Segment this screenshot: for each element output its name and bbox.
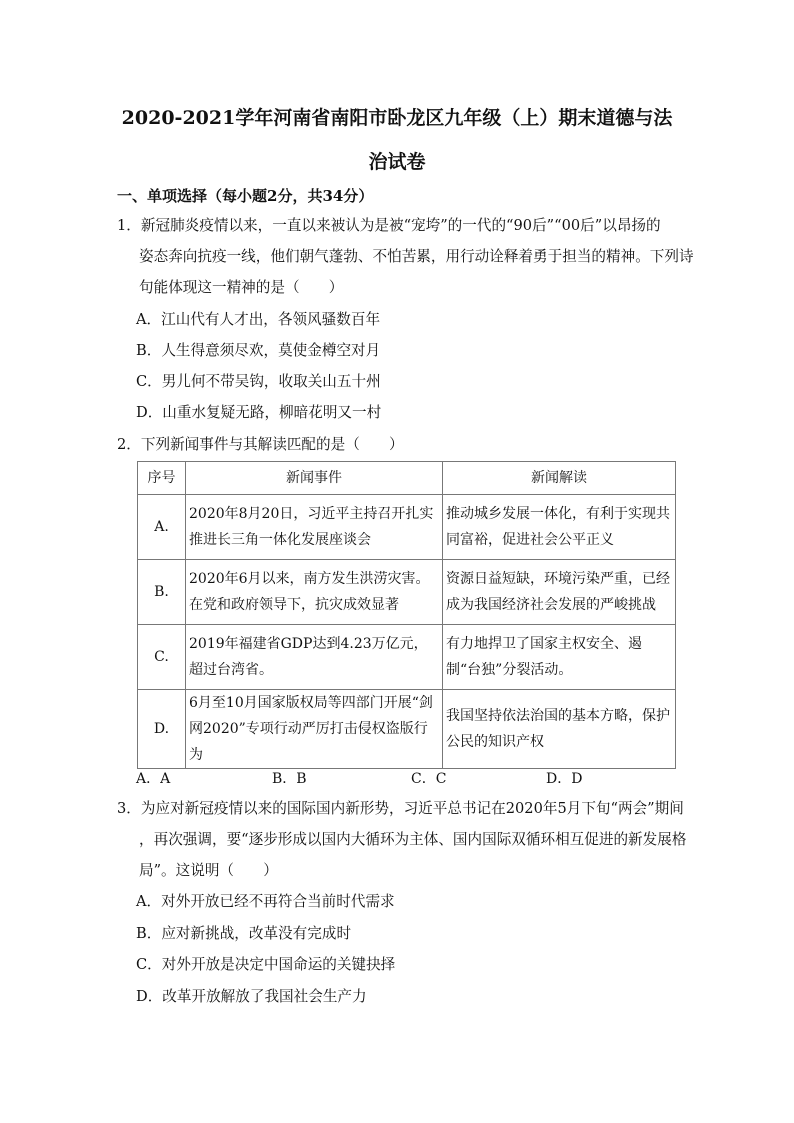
q1-option-b: B．人生得意须尽欢，莫使金樽空对月	[136, 342, 381, 359]
row-event: 2020年8月20日，习近平主持召开扎实推进长三角一体化发展座谈会	[186, 495, 443, 560]
exam-title-line2: 治试卷	[368, 151, 426, 173]
q3-option-c: C．对外开放是决定中国命运的关键抉择	[136, 956, 396, 973]
table-header-row	[138, 462, 676, 495]
row-reading: 我国坚持依法治国的基本方略，保护公民的知识产权	[443, 690, 676, 769]
row-event: 6月至10月国家版权局等四部门开展“剑网2020”专项行动严厉打击侵权盗版行为	[186, 690, 443, 769]
table-row	[138, 690, 676, 769]
q2-stem: 2．下列新闻事件与其解读匹配的是（ ）	[117, 436, 404, 453]
row-event: 2020年6月以来，南方发生洪涝灾害。在党和政府领导下，抗灾成效显著	[186, 560, 443, 625]
q2-answer-a: A．A	[136, 771, 171, 787]
header-cell-number: 序号	[138, 462, 186, 495]
row-event: 2019年福建省GDP达到4.23万亿元，超过台湾省。	[186, 625, 443, 690]
row-number: A.	[138, 495, 186, 560]
row-number: B.	[138, 560, 186, 625]
q1-stem-line3: 句能体现这一精神的是（ ）	[139, 279, 344, 296]
row-reading: 资源日益短缺，环境污染严重，已经成为我国经济社会发展的严峻挑战	[443, 560, 676, 625]
q3-option-b: B．应对新挑战，改革没有完成时	[136, 925, 352, 942]
q1-option-d: D．山重水复疑无路，柳暗花明又一村	[136, 404, 382, 421]
q3-option-a: A．对外开放已经不再符合当前时代需求	[136, 893, 395, 910]
header-cell-event: 新闻事件	[186, 462, 443, 495]
q1-stem-line2: 姿态奔向抗疫一线，他们朝气蓬勃、不怕苦累，用行动诠释着勇于担当的精神。下列诗	[139, 248, 694, 265]
news-table	[137, 461, 676, 769]
table-row	[138, 495, 676, 560]
header-cell-reading: 新闻解读	[443, 462, 676, 495]
row-number: D.	[138, 690, 186, 769]
table-row	[138, 560, 676, 625]
q2-answer-b: B．B	[272, 771, 307, 787]
row-reading: 推动城乡发展一体化，有利于实现共同富裕，促进社会公平正义	[443, 495, 676, 560]
q3-stem-line3: 局”。这说明（ ）	[139, 862, 278, 879]
row-number: C.	[138, 625, 186, 690]
q1-option-a: A．江山代有人才出，各领风骚数百年	[136, 311, 381, 328]
q3-option-d: D．改革开放解放了我国社会生产力	[136, 988, 367, 1005]
q1-stem-line1: 1．新冠肺炎疫情以来，一直以来被认为是被“宠垮”的一代的“90后”“00后”以昂扬的	[117, 217, 661, 234]
table-row	[138, 625, 676, 690]
exam-title-line1: 2020-2021学年河南省南阳市卧龙区九年级（上）期末道德与法	[121, 107, 673, 129]
section-heading: 一、单项选择（每小题2分，共34分）	[117, 187, 374, 205]
row-reading: 有力地捍卫了国家主权安全、遏制“台独”分裂活动。	[443, 625, 676, 690]
q3-stem-line2: ，再次强调，要“逐步形成以国内大循环为主体、国内国际双循环相互促进的新发展格	[139, 831, 687, 848]
q1-option-c: C．男儿何不带吴钩，收取关山五十州	[136, 373, 381, 390]
q3-stem-line1: 3．为应对新冠疫情以来的国际国内新形势，习近平总书记在2020年5月下旬“两会”期间	[117, 800, 684, 817]
q2-answer-d: D．D	[546, 771, 583, 787]
q2-answer-c: C．C	[411, 771, 447, 787]
